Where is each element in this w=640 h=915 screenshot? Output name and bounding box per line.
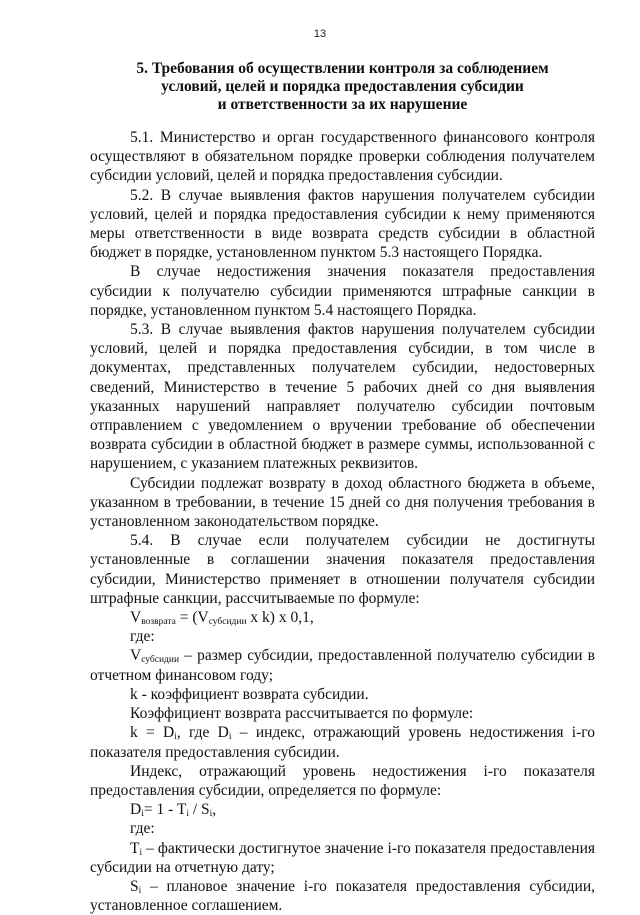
heading-line-2: условий, целей и порядка предоставления субсидии <box>161 78 524 95</box>
coefficient-intro: Коэффициент возврата рассчитывается по формуле: <box>130 705 474 723</box>
section-heading <box>90 60 595 114</box>
paragraph-5-1: 5.1. Министерство и орган государственного финансового контроля осуществляют в обязательном порядке проверки соблюдения получателем субсидии условий, целей и порядка предоставления субсидии. <box>90 129 595 185</box>
index-intro: Индекс, отражающий уровень недостижения i-го показателя предоставления субсидии, определяется по формуле: <box>90 762 595 799</box>
paragraph-5-2: 5.2. В случае выявления фактов нарушения получателем субсидии условий, целей и порядка предоставления субсидии к нему применяются меры ответственности в виде возврата средств субсидии в областной бюджет в порядке, установленном пунктом 5.3 настоящего Порядка. <box>90 186 595 262</box>
paragraph-5-2-penalty: В случае недостижения значения показателя предоставления субсидии к получателю субсидии применяются штрафные санкции в порядке, установленном пунктом 5.4 настоящего Порядка. <box>90 263 595 319</box>
where-label: где: <box>130 628 155 646</box>
formula-subscript: i <box>141 809 144 820</box>
document-body <box>90 128 595 915</box>
heading-line-1: 5. Требования об осуществлении контроля за соблюдением <box>136 60 549 77</box>
paragraph-5-4: 5.4. В случае если получателем субсидии не достигнуты установленные в соглашении значения показателя предоставления субсидии, Министерство применяет в отношении получателя субсидии штрафные санкции, рассчитываемые по формуле: <box>90 532 595 607</box>
paragraph-5-3-return: Субсидии подлежат возврату в доход областного бюджета в объеме, указанном в требовании, в течение 15 дней со дня получения требования в установленном законодательством порядке. <box>90 474 595 531</box>
definition-k: k - коэффициент возврата субсидии. <box>130 685 369 703</box>
formula-return-amount <box>90 608 595 627</box>
def-subscript: i <box>139 847 143 858</box>
formula-text: = (V <box>175 609 209 627</box>
where-label: где: <box>130 820 155 838</box>
def-symbol: T <box>130 839 140 857</box>
definition-v-subsidy <box>90 646 595 684</box>
def-subscript: субсидии <box>141 655 180 666</box>
definition-si <box>90 877 595 915</box>
formula-subscript: i <box>174 732 177 743</box>
formula-subscript: i <box>209 809 213 820</box>
formula-text: k = D <box>130 724 175 742</box>
formula-text: , где D <box>176 724 229 742</box>
def-text: – фактически достигнутое значение i-го показателя предоставления субсидии на отчетную дату; <box>90 839 595 876</box>
formula-text: – индекс, отражающий уровень недостижения i-го показателя предоставления субсидии. <box>90 724 595 761</box>
def-text: – размер субсидии, предоставленной получателю субсидии в отчетном финансовом году; <box>90 647 595 684</box>
formula-subscript: i <box>228 732 232 743</box>
page-number: 13 <box>313 28 327 40</box>
def-text: – плановое значение i-го показателя предоставления субсидии, установленное соглашением. <box>90 877 595 915</box>
formula-subscript: возврата <box>141 617 176 628</box>
def-subscript: i <box>138 885 142 896</box>
formula-text: D <box>130 801 142 819</box>
formula-text: / S <box>188 801 210 819</box>
formula-text: , <box>212 801 217 819</box>
formula-text: x k) x 0,1, <box>246 609 314 627</box>
formula-text: V <box>130 609 142 627</box>
paragraph-5-3: 5.3. В случае выявления фактов нарушения получателем субсидии условий, целей и порядка предоставления субсидии, в том числе в документах, представленных получателем субсидии, недостоверных сведений, Министерство в течение 5 рабочих дней со дня выявления указанных нарушений направляет получателю субсидии почтовым отправлением с уведомлением о вручении требование об обеспечении возврата субсидии в областной бюджет в размере суммы, использованной с нарушением, с указанием платежных реквизитов. <box>90 321 595 473</box>
formula-k <box>90 723 595 761</box>
formula-subscript: субсидии <box>208 617 247 628</box>
formula-di <box>90 800 595 819</box>
formula-text: = 1 - T <box>143 801 187 819</box>
formula-subscript: i <box>186 809 189 820</box>
definition-ti <box>90 839 595 877</box>
heading-line-3: и ответственности за их нарушение <box>217 96 468 113</box>
def-symbol: V <box>130 647 142 665</box>
def-symbol: S <box>130 877 139 895</box>
